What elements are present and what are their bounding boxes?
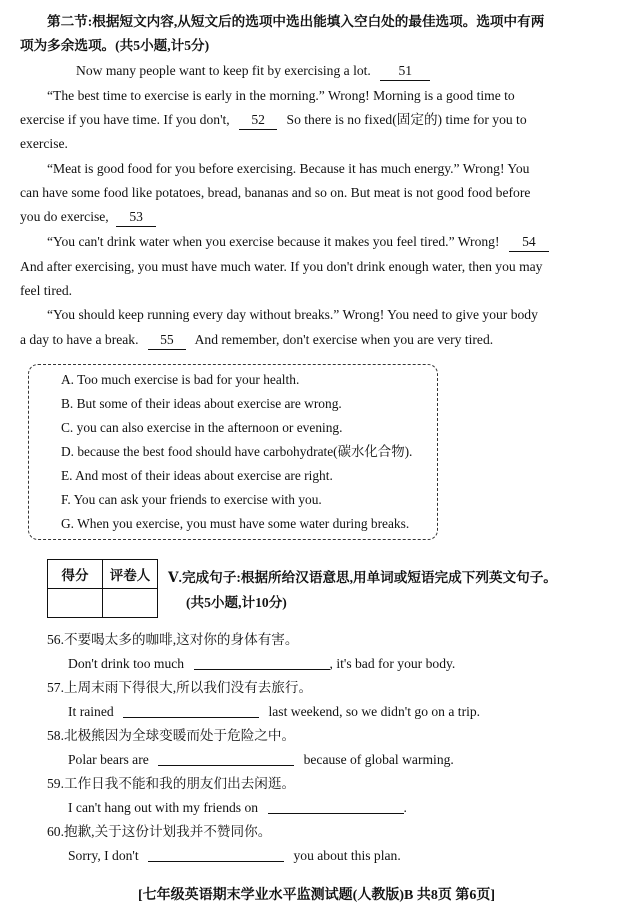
passage-text: So there is no fixed(固定的) time for you to [286,112,527,127]
blank-52: 52 [239,111,277,130]
score-cell[interactable] [48,589,103,618]
question-text: Don't drink too much [68,656,185,671]
blank-53: 53 [116,208,156,227]
score-table [47,559,158,618]
question-60-cn: 60.抱歉,关于这份计划我并不赞同你。 [47,824,272,839]
question-58-cn: 58.北极熊因为全球变暖而处于危险之中。 [47,728,296,743]
passage-p3-line1: “Meat is good food for you before exercising. Because it has much energy.” Wrong! You [47,161,530,176]
score-label: 得分 [48,560,103,589]
answer-blank-58[interactable] [158,751,294,766]
passage-text: exercise if you have time. If you don't, [20,112,230,127]
passage-p2-line1: “The best time to exercise is early in the morning.” Wrong! Morning is a good time to [47,88,515,103]
question-60-en [68,847,401,865]
question-57-en [68,703,480,721]
page-footer: [七年级英语期末学业水平监测试题(人教版)B 共8页 第6页] [138,888,495,903]
section2-heading-line2: 项为多余选项。(共5小题,计5分) [20,38,210,53]
option-g: G. When you exercise, you must have some water during breaks. [61,516,410,531]
passage-p4-line3: feel tired. [20,283,73,298]
question-56-en [68,655,455,673]
question-57-cn: 57.上周末雨下得很大,所以我们没有去旅行。 [47,680,313,695]
options-box [28,364,438,540]
grader-label: 评卷人 [103,560,158,589]
passage-text: And remember, don't exercise when you are very tired. [194,332,494,347]
question-text: you about this plan. [293,848,401,863]
question-58-en [68,751,454,769]
question-text: , it's bad for your body. [329,656,456,671]
passage-p4-line1 [47,233,549,252]
passage-p2-line2 [20,111,527,130]
passage-p4-line2: And after exercising, you must have much water. If you don't drink enough water, then you may [20,259,543,274]
question-text: . [403,800,407,815]
answer-blank-59[interactable] [268,799,404,814]
section5-heading-line1: Ⅴ.完成句子:根据所给汉语意思,用单词或短语完成下列英文句子。 [168,570,557,585]
question-text: Sorry, I don't [68,848,139,863]
section5-heading-line2: (共5小题,计10分) [186,595,287,610]
question-59-en [68,799,407,817]
question-text: because of global warming. [303,752,454,767]
answer-blank-57[interactable] [123,703,259,718]
answer-blank-60[interactable] [148,847,284,862]
answer-blank-56[interactable] [194,655,330,670]
question-text: I can't hang out with my friends on [68,800,259,815]
option-b: B. But some of their ideas about exercise are wrong. [61,396,342,411]
passage-p5-line1: “You should keep running every day without breaks.” Wrong! You need to give your body [47,307,538,322]
blank-55: 55 [148,331,186,350]
passage-p3-line3 [20,208,156,227]
passage-text: you do exercise, [20,209,109,224]
question-text: last weekend, so we didn't go on a trip. [268,704,481,719]
grader-cell[interactable] [103,589,158,618]
passage-p3-line2: can have some food like potatoes, bread, bananas and so on. But meat is not good food before [20,185,531,200]
option-f: F. You can ask your friends to exercise with you. [61,492,322,507]
passage-text: a day to have a break. [20,332,139,347]
option-e: E. And most of their ideas about exercise are right. [61,468,333,483]
question-text: It rained [68,704,114,719]
passage-p2-line3: exercise. [20,136,68,151]
blank-51: 51 [380,62,430,81]
question-text: Polar bears are [68,752,149,767]
blank-54: 54 [509,233,549,252]
passage-text: “You can't drink water when you exercise because it makes you feel tired.” Wrong! [47,234,500,249]
question-59-cn: 59.工作日我不能和我的朋友们出去闲逛。 [47,776,296,791]
passage-p1 [76,62,430,81]
passage-text: Now many people want to keep fit by exercising a lot. [76,63,371,78]
section2-heading-line1: 第二节:根据短文内容,从短文后的选项中选出能填入空白处的最佳选项。选项中有两 [47,14,545,29]
option-a: A. Too much exercise is bad for your health. [61,372,300,387]
option-d: D. because the best food should have carbohydrate(碳水化合物). [61,444,413,459]
option-c: C. you can also exercise in the afternoon or evening. [61,420,343,435]
passage-p5-line2 [20,331,493,350]
question-56-cn: 56.不要喝太多的咖啡,这对你的身体有害。 [47,632,299,647]
